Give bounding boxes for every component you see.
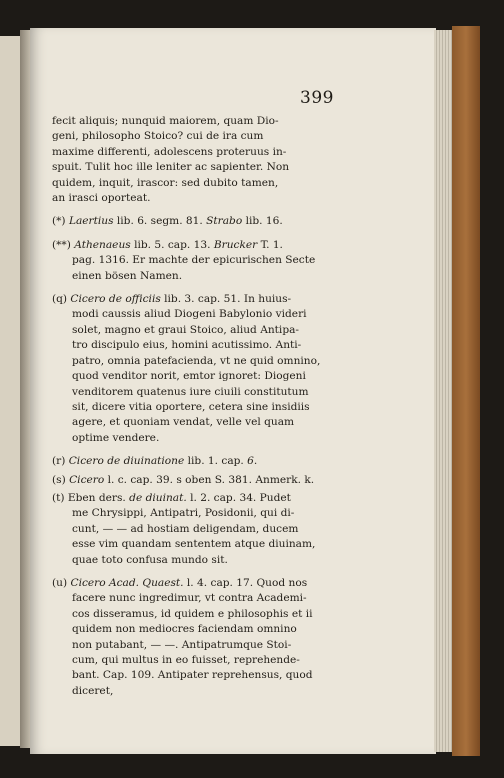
- footnote-text: facere nunc ingredimur, vt contra Academi-: [72, 592, 307, 605]
- page-number: 399: [300, 88, 334, 108]
- footnote-text: non putabant, — —. Antipatrumque Stoi-: [72, 638, 292, 651]
- footnote-text: cunt, — — ad hostiam deligendam, ducem: [72, 522, 299, 535]
- footnote-text: cos disseramus, id quidem e philosophis et ii: [72, 607, 313, 620]
- footnote-line: [52, 506, 340, 521]
- footnote-text: lib. 16.: [242, 215, 283, 228]
- footnote-line: [52, 385, 340, 400]
- citation-title: de diuinat.: [129, 491, 187, 504]
- footnote-text: me Chrysippi, Antipatri, Posidonii, qui di-: [72, 507, 295, 520]
- footnote-text: pag. 1316. Er machte der epicurischen Secte: [72, 254, 316, 267]
- footnote-text: (*): [52, 215, 69, 228]
- main-paragraph: [52, 114, 340, 206]
- footnote-line: [52, 307, 340, 322]
- page-edges: [434, 30, 452, 752]
- footnote-line: [52, 537, 340, 552]
- footnote-text: sit, dicere vitia oportere, cetera sine insidiis: [72, 400, 310, 413]
- footnote-line: [52, 473, 340, 488]
- footnote-line: [52, 431, 340, 446]
- footnote-text: modi caussis aliud Diogeni Babylonio videri: [72, 308, 307, 321]
- footnote-text: T. 1.: [257, 238, 283, 251]
- footnote-line: [52, 576, 340, 591]
- citation-title: Strabo: [206, 215, 243, 228]
- footnote-text: quidem non mediocres faciendam omnino: [72, 623, 297, 636]
- footnote-line: [52, 214, 340, 229]
- footnote: [52, 454, 340, 469]
- footnote-line: [52, 400, 340, 415]
- page-text: [52, 114, 340, 707]
- footnote-text: l. c. cap. 39. s oben S. 381. Anmerk. k.: [104, 473, 315, 486]
- footnote-text: l. 2. cap. 34. Pudet: [186, 491, 291, 504]
- footnote-text: (r): [52, 455, 69, 468]
- paragraph-line: maxime differenti, adolescens proteruus in-: [52, 145, 287, 158]
- footnote-text: esse vim quandam sententem atque diuinam,: [72, 538, 316, 551]
- citation-title: Cicero de diuinatione: [68, 455, 185, 468]
- footnote-line: [52, 684, 340, 699]
- footnote-text: lib. 3. cap. 51. In huius-: [160, 293, 292, 306]
- footnote: [52, 576, 340, 699]
- footnote-text: lib. 1. cap.: [184, 455, 248, 468]
- footnote-text: patro, omnia patefacienda, vt ne quid omnino,: [72, 354, 321, 367]
- footnote-text: optime vendere.: [72, 431, 160, 444]
- footnote: [52, 292, 340, 446]
- footnote-line: [52, 638, 340, 653]
- footnote-text: lib. 6. segm. 81.: [113, 215, 207, 228]
- citation-title: 6.: [247, 455, 258, 468]
- footnote-text: agere, et quoniam vendat, velle vel quam: [72, 416, 295, 429]
- footnote-line: [52, 323, 340, 338]
- footnote: [52, 491, 340, 568]
- footnote-text: (t) Eben ders.: [52, 491, 130, 504]
- footnote: [52, 473, 340, 488]
- footnote-line: [52, 415, 340, 430]
- footnote-text: diceret,: [72, 684, 114, 697]
- footnote: [52, 238, 340, 284]
- footnote-text: einen bösen Namen.: [72, 269, 183, 282]
- citation-title: Cicero de officiis: [70, 293, 161, 306]
- footnote-line: [52, 607, 340, 622]
- footnote-line: [52, 522, 340, 537]
- footnote-line: [52, 292, 340, 307]
- footnote-line: [52, 622, 340, 637]
- footnote-text: l. 4. cap. 17. Quod nos: [183, 576, 308, 589]
- paragraph-line: fecit aliquis; nunquid maiorem, quam Dio-: [52, 115, 279, 127]
- footnote-line: [52, 653, 340, 668]
- footnote-line: [52, 238, 340, 253]
- footnote-text: quod venditor norit, emtor ignoret: Diogeni: [72, 370, 306, 383]
- paragraph-line: an irasci oporteat.: [52, 192, 151, 205]
- previous-page-edge: [0, 36, 21, 746]
- footnotes: [52, 214, 340, 699]
- footnote-line: [52, 253, 340, 268]
- footnote-text: (q): [52, 293, 71, 306]
- paragraph-line: spuit. Tulit hoc ille leniter ac sapienter. Non: [52, 161, 290, 174]
- citation-title: Athenaeus: [74, 238, 131, 251]
- footnote-line: [52, 338, 340, 353]
- footnote-text: quae toto confusa mundo sit.: [72, 553, 228, 566]
- footnote-text: (u): [52, 576, 71, 589]
- citation-title: Brucker: [213, 238, 258, 251]
- footnote-line: [52, 354, 340, 369]
- footnote-line: [52, 269, 340, 284]
- footnote-text: (s): [52, 473, 70, 486]
- footnote-line: [52, 454, 340, 469]
- citation-title: Laertius: [68, 215, 114, 228]
- footnote-text: (**): [52, 238, 75, 251]
- footnote-line: [52, 369, 340, 384]
- footnote-line: [52, 591, 340, 606]
- footnote: [52, 214, 340, 229]
- footnote-text: solet, magno et graui Stoico, aliud Antipa-: [72, 323, 299, 336]
- citation-title: Cicero: [69, 473, 105, 486]
- footnote-line: [52, 491, 340, 506]
- footnote-text: lib. 5. cap. 13.: [130, 238, 214, 251]
- footnote-line: [52, 553, 340, 568]
- citation-title: Cicero Acad. Quaest.: [70, 576, 184, 589]
- footnote-text: tro discipulo eius, homini acutissimo. Anti-: [72, 339, 302, 352]
- footnote-line: [52, 668, 340, 683]
- footnote-text: bant. Cap. 109. Antipater reprehensus, quod: [72, 669, 313, 682]
- paragraph-line: quidem, inquit, irascor: sed dubito tamen,: [52, 176, 279, 189]
- paragraph-line: geni, philosopho Stoico? cui de ira cum: [52, 130, 264, 143]
- footnote-text: venditorem quatenus iure ciuili constitutum: [72, 385, 309, 398]
- book-cover-edge: [452, 26, 480, 756]
- footnote-text: cum, qui multus in eo fuisset, reprehende-: [72, 654, 300, 666]
